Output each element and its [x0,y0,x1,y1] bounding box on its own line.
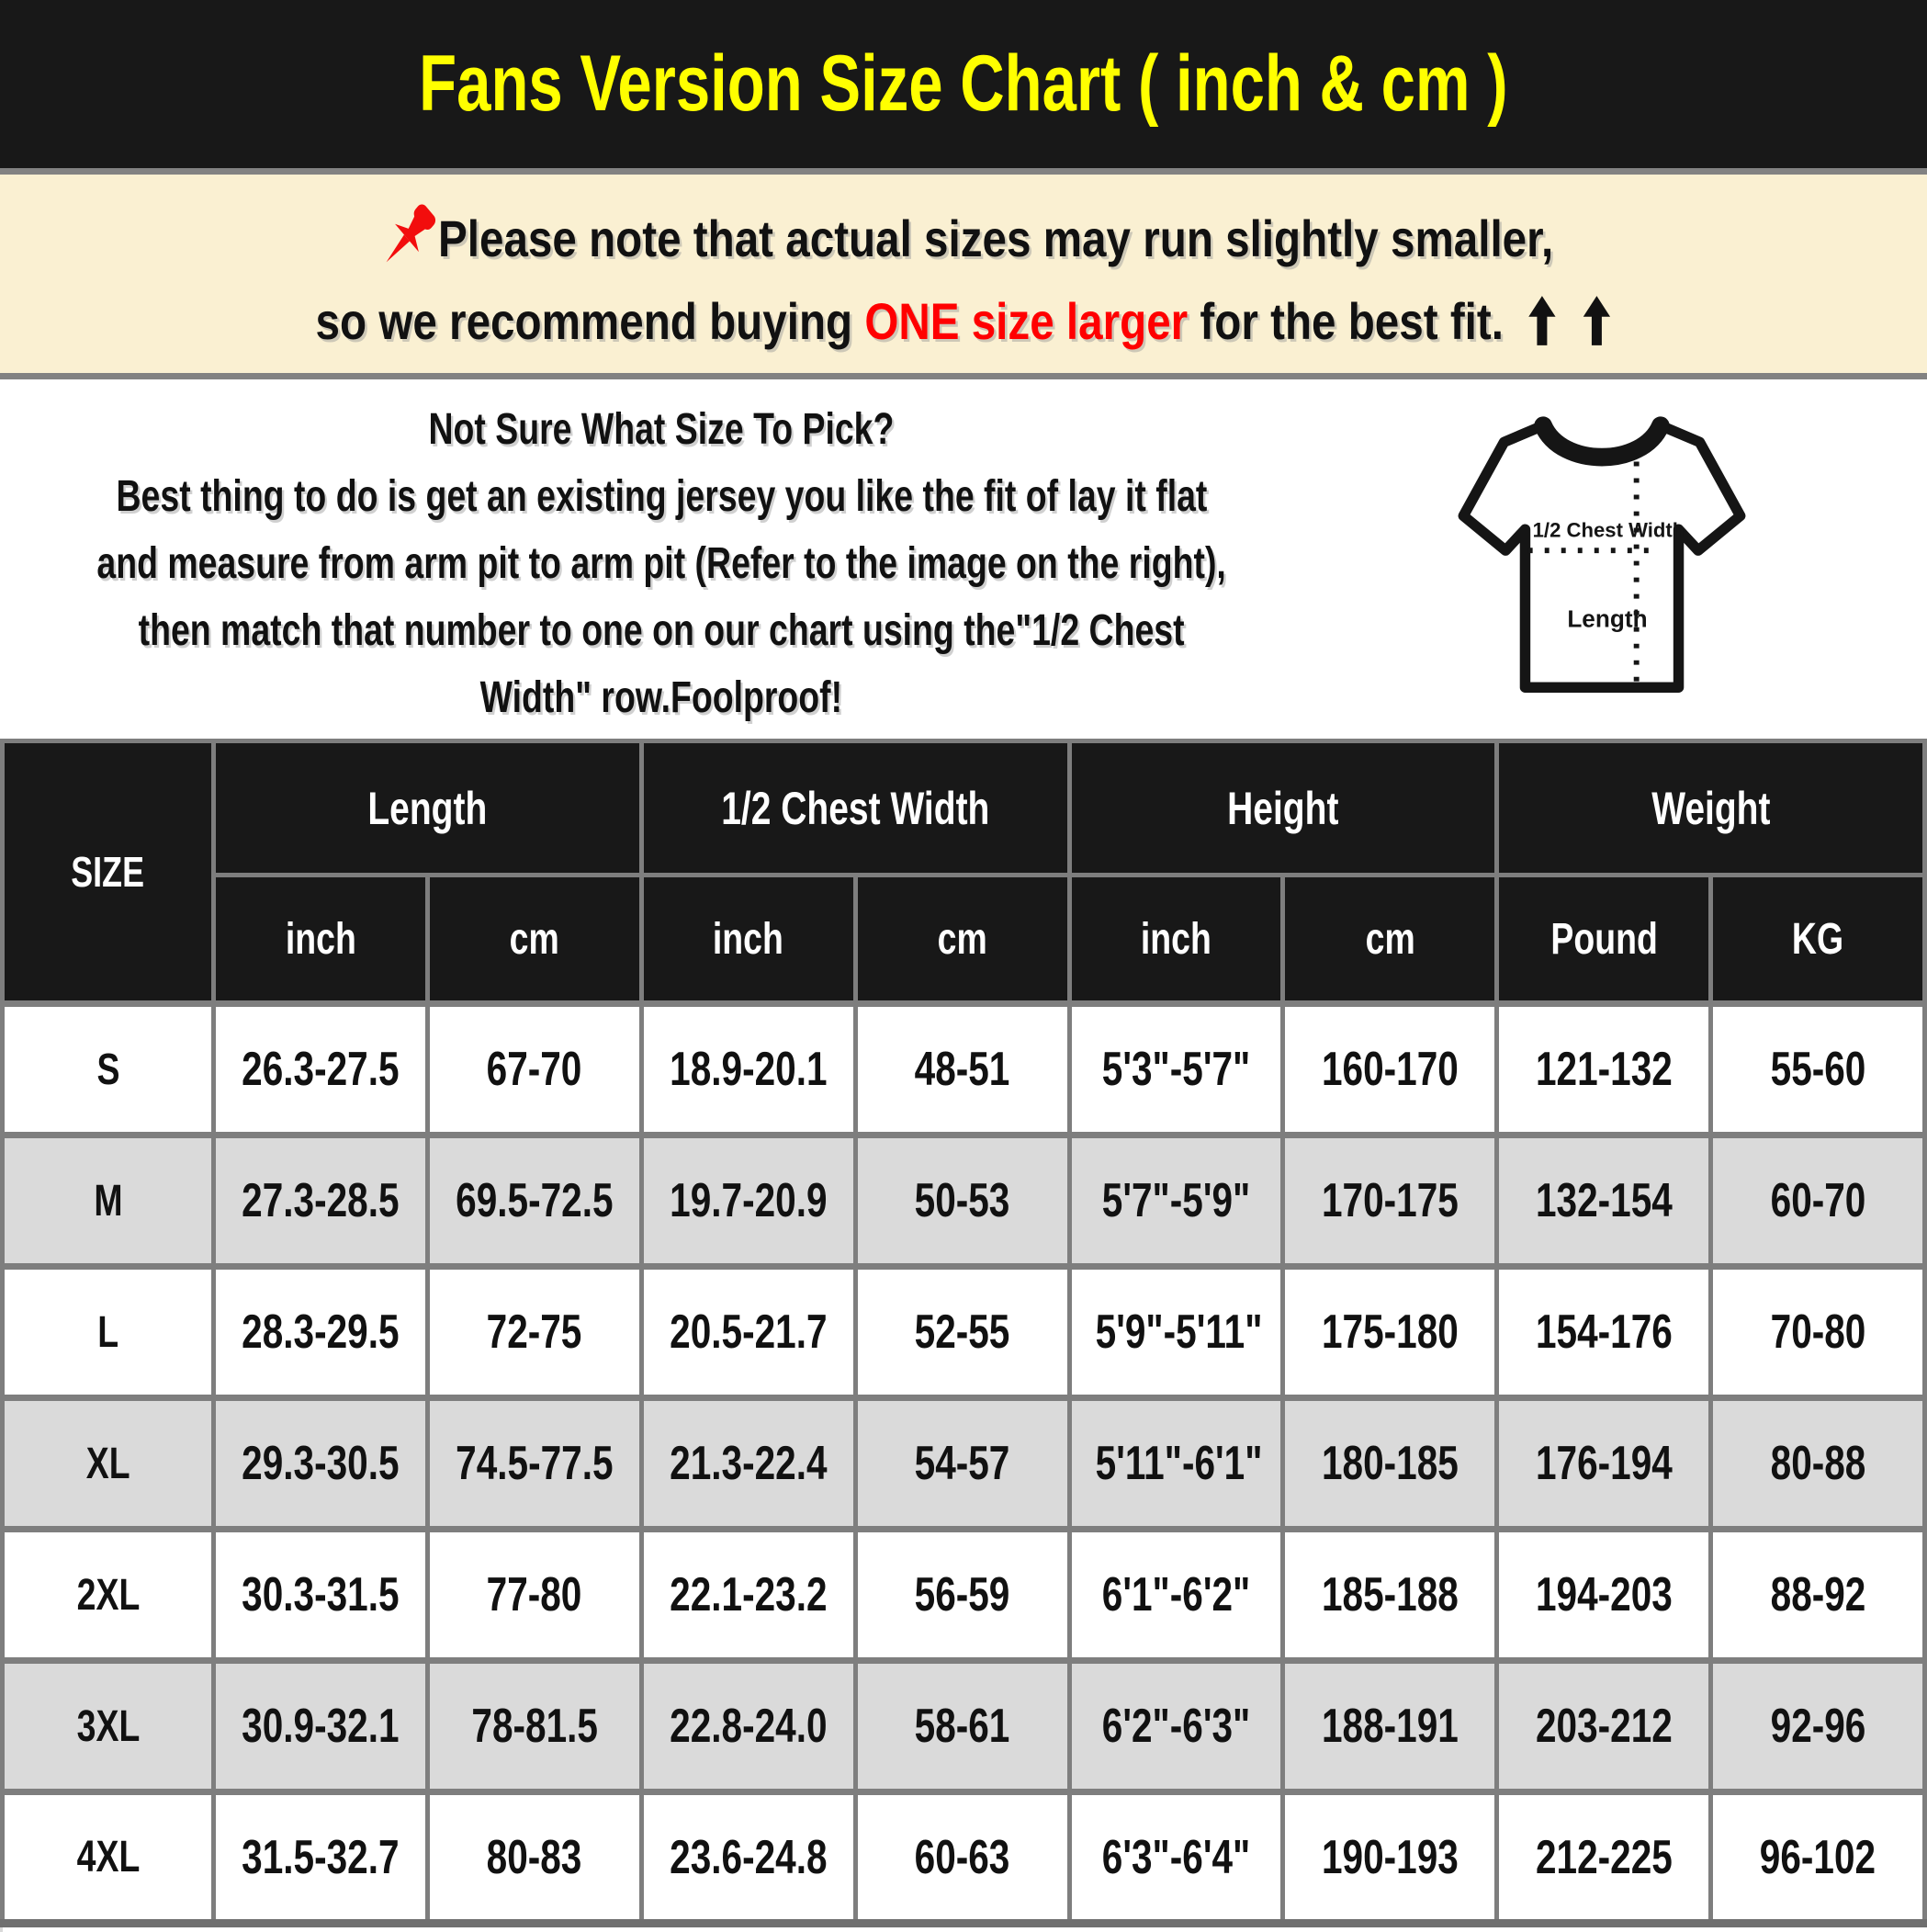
value-cell [1069,1661,1283,1792]
table-row-3xl [3,1661,1925,1792]
cell-text: M [94,1176,123,1226]
cell-text: 55-60 [1770,1043,1865,1096]
cell-text: 121-132 [1535,1043,1673,1096]
note-line-2 [315,293,1612,350]
guide-line-3: and measure from arm pit to arm pit (Refer to the image on the right), [96,539,1226,588]
cell-text: 175-180 [1321,1305,1459,1359]
cell-text: 92-96 [1770,1700,1865,1753]
cell-text: 132-154 [1535,1174,1673,1227]
cell-text: 26.3-27.5 [242,1043,400,1096]
group-header-height: Height [1069,741,1497,876]
value-cell [214,1398,428,1530]
value-cell [641,1135,855,1267]
size-cell [3,1661,214,1792]
chest-width-label: 1/2 Chest Width [1532,518,1685,542]
cell-text: 5'7"-5'9" [1101,1174,1251,1227]
cell-text: 188-191 [1321,1700,1459,1753]
value-cell [214,1267,428,1398]
up-arrow-icon [1581,295,1612,346]
value-cell [1711,1398,1925,1530]
cell-text: 212-225 [1535,1830,1673,1884]
cell-text: L [97,1307,119,1357]
cell-text: 52-55 [914,1305,1010,1359]
cell-text: S [96,1045,120,1094]
group-header-length: Length [214,741,642,876]
cell-text: 185-188 [1321,1568,1459,1621]
value-cell [1711,1004,1925,1135]
value-cell [1711,1661,1925,1792]
group-header-chest-width: 1/2 Chest Width [641,741,1069,876]
sub-header-height-cm: cm [1283,876,1497,1004]
title-bar [0,0,1927,175]
size-table [0,739,1927,1927]
sub-header-length-cm: cm [428,876,642,1004]
note-text-2a: so we recommend buying [315,292,864,351]
value-cell [641,1004,855,1135]
size-cell [3,1792,214,1924]
value-cell [1497,1530,1711,1661]
cell-text: 54-57 [914,1437,1010,1490]
cell-text: 88-92 [1770,1568,1865,1621]
value-cell [641,1792,855,1924]
value-cell [214,1004,428,1135]
size-cell [3,1004,214,1135]
sub-header-chest-cm: cm [855,876,1069,1004]
cell-text: 18.9-20.1 [670,1043,828,1096]
guide-line-2: Best thing to do is get an existing jersey you like the fit of lay it flat [116,472,1207,521]
cell-text: 2XL [76,1570,140,1620]
value-cell [855,1530,1069,1661]
value-cell [855,1398,1069,1530]
value-cell [428,1530,642,1661]
cell-text: 21.3-22.4 [670,1437,828,1490]
cell-text: 80-88 [1770,1437,1865,1490]
value-cell [1283,1004,1497,1135]
value-cell [1497,1004,1711,1135]
size-table-body [3,1004,1925,1924]
cell-text: 58-61 [914,1700,1010,1753]
value-cell [1711,1267,1925,1398]
cell-text: 5'11"-6'1" [1095,1437,1263,1490]
cell-text: 69.5-72.5 [456,1174,614,1227]
cell-text: 60-63 [914,1830,1010,1884]
value-cell [1069,1004,1283,1135]
note-text-1: Please note that actual sizes may run slightly smaller, [437,209,1553,268]
value-cell [855,1135,1069,1267]
cell-text: 60-70 [1770,1174,1865,1227]
cell-text: 5'9"-5'11" [1095,1305,1263,1359]
cell-text: 67-70 [487,1043,582,1096]
note-banner [0,175,1927,379]
cell-text: 194-203 [1535,1568,1673,1621]
value-cell [641,1530,855,1661]
table-group-header-row [3,741,1925,876]
value-cell [1069,1398,1283,1530]
value-cell [1069,1267,1283,1398]
cell-text: 28.3-29.5 [242,1305,400,1359]
cell-text: 3XL [76,1701,140,1751]
cell-text: 29.3-30.5 [242,1437,400,1490]
pushpin-icon [374,198,441,277]
value-cell [1497,1135,1711,1267]
cell-text: 154-176 [1535,1305,1673,1359]
guide-line-4: then match that number to one on our chart using the"1/2 Chest [138,606,1185,655]
value-cell [1283,1792,1497,1924]
value-cell [641,1661,855,1792]
cell-text: 22.8-24.0 [670,1700,828,1753]
cell-text: 50-53 [914,1174,1010,1227]
value-cell [641,1267,855,1398]
sub-header-weight-pound: Pound [1497,876,1711,1004]
one-size-larger-text: ONE size larger [863,292,1188,351]
note-text-2b: for the best fit. [1187,292,1504,351]
cell-text: 78-81.5 [471,1700,598,1753]
cell-text: 77-80 [487,1568,582,1621]
size-cell [3,1267,214,1398]
guide-line-5: Width" row.Foolproof! [479,673,843,722]
size-cell [3,1135,214,1267]
cell-text: 48-51 [914,1043,1010,1096]
tshirt-measure-diagram [1444,401,1760,717]
cell-text: 160-170 [1321,1043,1459,1096]
value-cell [214,1135,428,1267]
guide-heading: Not Sure What Size To Pick? [428,405,895,454]
value-cell [1497,1661,1711,1792]
cell-text: 5'3"-5'7" [1101,1043,1251,1096]
sub-header-chest-inch: inch [641,876,855,1004]
value-cell [855,1792,1069,1924]
cell-text: 23.6-24.8 [670,1830,828,1884]
sub-header-weight-kg: KG [1711,876,1925,1004]
cell-text: 6'3"-6'4" [1101,1830,1251,1884]
value-cell [1283,1661,1497,1792]
guide-section [0,379,1927,739]
cell-text: 19.7-20.9 [670,1174,828,1227]
cell-text: 27.3-28.5 [242,1174,400,1227]
value-cell [1711,1530,1925,1661]
value-cell [428,1398,642,1530]
tshirt-icon [1444,401,1760,717]
cell-text: 80-83 [487,1830,582,1884]
table-row-s [3,1004,1925,1135]
value-cell [641,1398,855,1530]
length-label: Length [1567,604,1648,633]
value-cell [1497,1398,1711,1530]
cell-text: 6'1"-6'2" [1101,1568,1251,1621]
value-cell [428,1792,642,1924]
value-cell [428,1004,642,1135]
cell-text: 170-175 [1321,1174,1459,1227]
sub-header-length-inch: inch [214,876,428,1004]
cell-text: 74.5-77.5 [456,1437,614,1490]
up-arrow-icon [1527,295,1558,346]
size-cell [3,1530,214,1661]
size-column-header: SIZE [3,741,214,1004]
value-cell [1711,1792,1925,1924]
cell-text: 31.5-32.7 [242,1830,400,1884]
value-cell [1711,1135,1925,1267]
value-cell [1283,1398,1497,1530]
cell-text: 4XL [76,1833,140,1881]
cell-text: 30.9-32.1 [242,1700,400,1753]
value-cell [855,1267,1069,1398]
guide-text-block [0,396,1323,731]
cell-text: 30.3-31.5 [242,1568,400,1621]
value-cell [1283,1530,1497,1661]
size-cell [3,1398,214,1530]
sub-header-height-inch: inch [1069,876,1283,1004]
value-cell [428,1267,642,1398]
cell-text: 22.1-23.2 [670,1568,828,1621]
cell-text: 203-212 [1535,1700,1673,1753]
value-cell [428,1661,642,1792]
group-header-weight: Weight [1497,741,1925,876]
cell-text: 20.5-21.7 [670,1305,828,1359]
value-cell [214,1792,428,1924]
table-row-xl [3,1398,1925,1530]
note-line-1 [374,198,1553,277]
value-cell [428,1135,642,1267]
table-row-m [3,1135,1925,1267]
value-cell [855,1004,1069,1135]
value-cell [214,1661,428,1792]
value-cell [1069,1530,1283,1661]
cell-text: XL [85,1439,130,1488]
cell-text: 6'2"-6'3" [1101,1700,1251,1753]
value-cell [1069,1792,1283,1924]
cell-text: 190-193 [1321,1830,1459,1884]
cell-text: 176-194 [1535,1437,1673,1490]
value-cell [1069,1135,1283,1267]
value-cell [1497,1267,1711,1398]
value-cell [1283,1267,1497,1398]
cell-text: 96-102 [1759,1830,1876,1884]
table-sub-header-row [3,876,1925,1004]
cell-text: 180-185 [1321,1437,1459,1490]
page-title: Fans Version Size Chart ( inch & cm ) [419,40,1508,128]
table-row-l [3,1267,1925,1398]
table-row-4xl [3,1792,1925,1924]
value-cell [855,1661,1069,1792]
value-cell [214,1530,428,1661]
cell-text: 70-80 [1770,1305,1865,1359]
value-cell [1497,1792,1711,1924]
cell-text: 56-59 [914,1568,1010,1621]
table-row-2xl [3,1530,1925,1661]
value-cell [1283,1135,1497,1267]
cell-text: 72-75 [487,1305,582,1359]
